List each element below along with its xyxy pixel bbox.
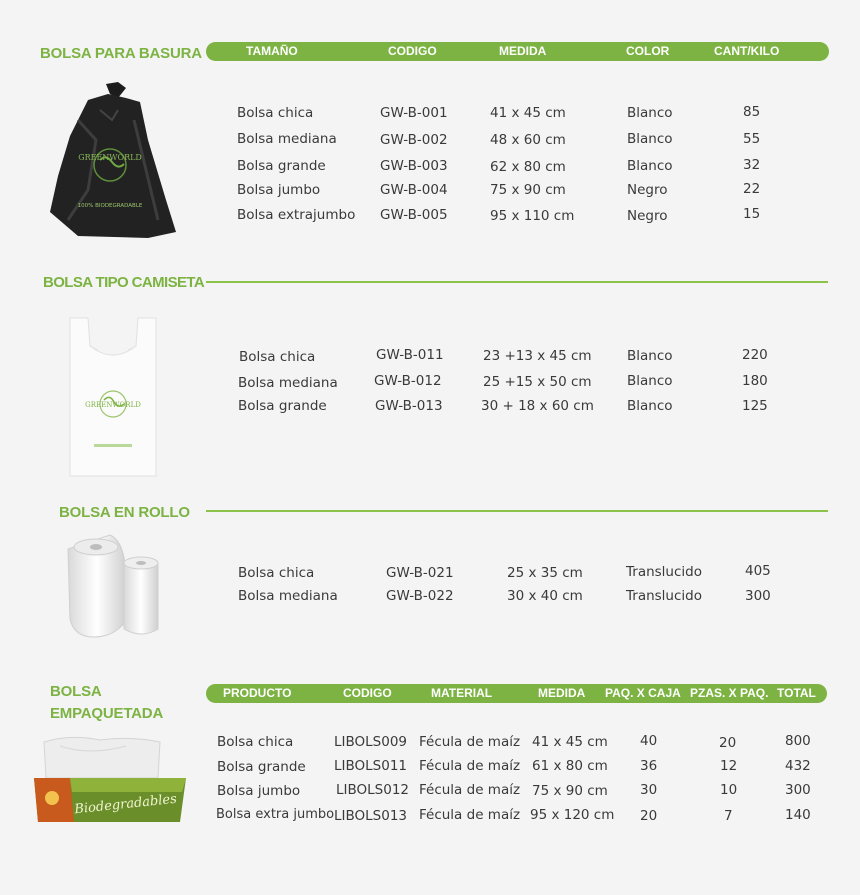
section-title-basura: BOLSA PARA BASURA	[40, 45, 202, 62]
bag-box-image	[30, 734, 190, 824]
table-cell: 405	[745, 563, 771, 579]
table-cell: Blanco	[627, 131, 673, 147]
table-cell: GW-B-001	[380, 105, 448, 121]
table-cell: 180	[742, 373, 768, 389]
box-label-text: Biodegradables	[73, 791, 178, 818]
table-cell: 300	[745, 588, 771, 604]
section-title-empaquetada-line1: BOLSA	[50, 683, 102, 700]
table-cell: Blanco	[627, 398, 673, 414]
table-cell: 800	[785, 733, 811, 749]
table-cell: 23 +13 x 45 cm	[483, 348, 592, 364]
table-cell: 15	[743, 206, 761, 222]
table-cell: 220	[742, 347, 768, 363]
table-cell: 22	[743, 181, 761, 197]
section-divider	[206, 510, 828, 512]
trash-bag-image	[48, 80, 178, 240]
table-cell: Fécula de maíz	[419, 734, 521, 750]
table-cell: Fécula de maíz	[419, 782, 521, 798]
table-cell: Bolsa chica	[238, 565, 315, 581]
table-cell: LIBOLS012	[336, 782, 410, 798]
table-cell: 432	[785, 758, 811, 774]
table-cell: GW-B-002	[380, 132, 448, 148]
table-cell: 85	[743, 104, 761, 120]
table-cell: Bolsa grande	[217, 759, 306, 775]
table-cell: 75 x 90 cm	[490, 182, 566, 198]
table-cell: 25 +15 x 50 cm	[483, 374, 592, 390]
table-cell: Translucido	[626, 588, 702, 604]
table-cell: 55	[743, 131, 761, 147]
section-title-camiseta: BOLSA TIPO CAMISETA	[43, 274, 205, 291]
table-cell: Bolsa jumbo	[237, 182, 321, 198]
bag-biodegradable-text: 100% BIODEGRADABLE	[77, 203, 143, 209]
header-material: MATERIAL	[431, 686, 493, 700]
table-cell: 75 x 90 cm	[532, 783, 608, 799]
table-cell: Bolsa grande	[238, 398, 327, 414]
table-cell: 36	[640, 758, 658, 774]
header-paq-x-caja: PAQ. X CAJA	[605, 686, 681, 700]
table-cell: Bolsa mediana	[238, 375, 338, 391]
table-cell: 61 x 80 cm	[532, 758, 608, 774]
table-header-bar-basura	[206, 42, 829, 61]
table-cell: 125	[742, 398, 768, 414]
table-cell: 10	[720, 782, 738, 798]
table-cell: Bolsa jumbo	[217, 783, 301, 799]
header-pzas-x-paq: PZAS. X PAQ.	[690, 686, 769, 700]
table-cell: 41 x 45 cm	[490, 105, 566, 121]
section-title-empaquetada-line2: EMPAQUETADA	[50, 705, 164, 722]
table-cell: 20	[640, 808, 658, 824]
table-cell: 62 x 80 cm	[490, 159, 566, 175]
table-cell: GW-B-022	[386, 588, 454, 604]
table-cell: GW-B-005	[380, 207, 448, 223]
table-cell: Blanco	[627, 158, 673, 174]
table-cell: Bolsa extrajumbo	[237, 207, 356, 223]
table-cell: 95 x 120 cm	[530, 807, 615, 823]
table-cell: 7	[724, 808, 733, 824]
table-cell: GW-B-021	[386, 565, 454, 581]
table-cell: GW-B-013	[375, 398, 443, 414]
table-cell: Negro	[627, 182, 668, 198]
table-cell: 20	[719, 735, 737, 751]
header-medida: MEDIDA	[499, 44, 547, 58]
table-header-bar-empaquetada	[206, 684, 827, 703]
header-codigo: CODIGO	[343, 686, 392, 700]
table-cell: LIBOLS013	[334, 808, 408, 824]
table-cell: 30 + 18 x 60 cm	[481, 398, 594, 414]
table-cell: 30	[640, 782, 658, 798]
header-color: COLOR	[626, 44, 670, 58]
table-cell: GW-B-012	[374, 373, 442, 389]
header-tamano: TAMAÑO	[246, 44, 298, 58]
header-cant-kilo: CANT/KILO	[714, 44, 780, 58]
bag-roll-image	[64, 533, 164, 641]
section-divider	[206, 281, 828, 283]
table-cell: 30 x 40 cm	[507, 588, 583, 604]
tshirt-bag-image	[68, 316, 158, 478]
table-cell: 140	[785, 807, 811, 823]
table-cell: Bolsa mediana	[238, 588, 338, 604]
table-cell: Fécula de maíz	[419, 807, 521, 823]
table-cell: Translucido	[626, 564, 702, 580]
table-cell: 95 x 110 cm	[490, 208, 575, 224]
table-cell: Negro	[627, 208, 668, 224]
table-cell: 25 x 35 cm	[507, 565, 583, 581]
table-cell: 300	[785, 782, 811, 798]
table-cell: Bolsa chica	[237, 105, 314, 121]
table-cell: Bolsa grande	[237, 158, 326, 174]
table-cell: LIBOLS011	[334, 758, 408, 774]
table-cell: 48 x 60 cm	[490, 132, 566, 148]
table-cell: GW-B-011	[376, 347, 444, 363]
table-cell: Blanco	[627, 373, 673, 389]
table-cell: Bolsa chica	[217, 734, 294, 750]
header-producto: PRODUCTO	[223, 686, 292, 700]
header-codigo: CODIGO	[388, 44, 437, 58]
table-cell: Fécula de maíz	[419, 758, 521, 774]
table-cell: 32	[743, 157, 761, 173]
table-cell: GW-B-003	[380, 158, 448, 174]
table-cell: Bolsa extra jumbo	[216, 807, 335, 822]
table-cell: Blanco	[627, 348, 673, 364]
bag-brand-text: GREENWORLD	[78, 153, 142, 162]
table-cell: 41 x 45 cm	[532, 734, 608, 750]
table-cell: GW-B-004	[380, 182, 448, 198]
table-cell: 40	[640, 733, 658, 749]
table-cell: LIBOLS009	[334, 734, 408, 750]
table-cell: Blanco	[627, 105, 673, 121]
table-cell: Bolsa mediana	[237, 131, 337, 147]
table-cell: 12	[720, 758, 738, 774]
tshirt-bag-brand-text: GREENWORLD	[85, 401, 141, 409]
section-title-rollo: BOLSA EN ROLLO	[59, 504, 190, 521]
header-total: TOTAL	[777, 686, 816, 700]
header-medida: MEDIDA	[538, 686, 586, 700]
table-cell: Bolsa chica	[239, 349, 316, 365]
